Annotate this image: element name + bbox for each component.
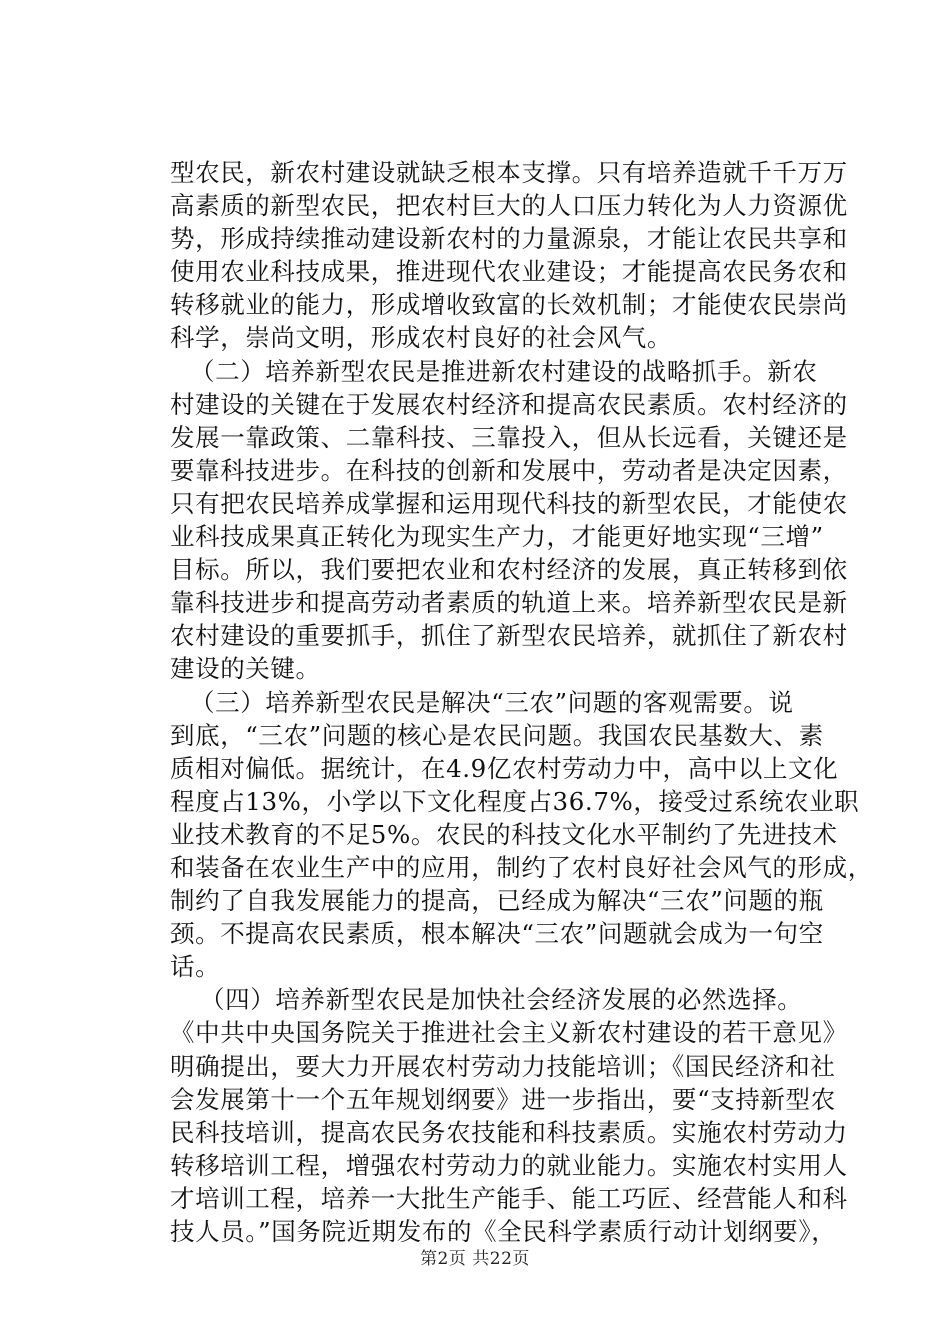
text-line: 使用农业科技成果，推进现代农业建设；才能提高农民务农和 (170, 257, 848, 287)
text-line: 型农民，新农村建设就缺乏根本支撑。只有培养造就千千万万 (170, 158, 848, 187)
text-line: 技人员。”国务院近期发布的《全民科学素质行动计划纲要》， (170, 1217, 837, 1246)
text-line: 《中共中央国务院关于推进社会主义新农村建设的若干意见》 (170, 1018, 848, 1048)
text-line: 程度占13%，小学以下文化程度占36.7%，接受过系统农业职 (170, 786, 860, 816)
text-line: 到底，“三农”问题的核心是农民问题。我国农民基数大、素 (170, 720, 824, 750)
text-line: 质相对偏低。据统计，在4.9亿农村劳动力中，高中以上文化 (170, 753, 839, 783)
text-line: 业技术教育的不足5%。农民的科技文化水平制约了先进技术 (170, 819, 838, 849)
text-line: 高素质的新型农民，把农村巨大的人口压力转化为人力资源优 (170, 191, 848, 221)
body-text (170, 156, 873, 1248)
text-line: 要靠科技进步。在科技的创新和发展中，劳动者是决定因素， (170, 455, 848, 485)
text-line: 颈。不提高农民素质，根本解决“三农”问题就会成为一句空 (170, 919, 824, 949)
text-line: 明确提出，要大力开展农村劳动力技能培训；《国民经济和社 (170, 1051, 836, 1081)
page-number-footer: 第2页 共22页 (420, 1249, 530, 1269)
paragraph-start-line: （四）培养新型农民是加快社会经济发展的必然选择。 (200, 985, 803, 1015)
text-line: 转移就业的能力，形成增收致富的长效机制；才能使农民崇尚 (170, 290, 848, 320)
text-line: 发展一靠政策、二靠科技、三靠投入，但从长远看，关键还是 (170, 422, 848, 452)
text-line: 和装备在农业生产中的应用，制约了农村良好社会风气的形成， (170, 852, 873, 882)
text-line: 制约了自我发展能力的提高，已经成为解决“三农”问题的瓶 (170, 886, 824, 916)
text-line: 只有把农民培养成掌握和运用现代科技的新型农民，才能使农 (170, 488, 848, 518)
text-line: 业科技成果真正转化为现实生产力，才能更好地实现“三增” (170, 522, 824, 552)
text-line: 靠科技进步和提高劳动者素质的轨道上来。培养新型农民是新 (170, 588, 848, 618)
text-line: 建设的关键。 (170, 654, 321, 684)
text-line: 农村建设的重要抓手，抓住了新型农民培养，就抓住了新农村 (170, 621, 848, 651)
text-line: 话。 (170, 952, 221, 982)
text-line: 目标。所以，我们要把农业和农村经济的发展，真正转移到依 (170, 555, 848, 585)
paragraph-start-line: （三）培养新型农民是解决“三农”问题的客观需要。说 (190, 687, 794, 717)
text-line: 民科技培训，提高农民务农技能和科技素质。实施农村劳动力 (170, 1117, 848, 1147)
text-line: 转移培训工程，增强农村劳动力的就业能力。实施农村实用人 (170, 1150, 848, 1180)
text-line: 才培训工程，培养一大批生产能手、能工巧匠、经营能人和科 (170, 1183, 848, 1213)
text-line: 势，形成持续推动建设新农村的力量源泉，才能让农民共享和 (170, 224, 848, 254)
text-line: 会发展第十一个五年规划纲要》进一步指出，要“支持新型农 (170, 1084, 836, 1114)
paragraph-start-line: （二）培养新型农民是推进新农村建设的战略抓手。新农 (190, 356, 818, 386)
text-line: 科学，崇尚文明，形成农村良好的社会风气。 (170, 323, 672, 353)
text-line: 村建设的关键在于发展农村经济和提高农民素质。农村经济的 (170, 389, 848, 419)
